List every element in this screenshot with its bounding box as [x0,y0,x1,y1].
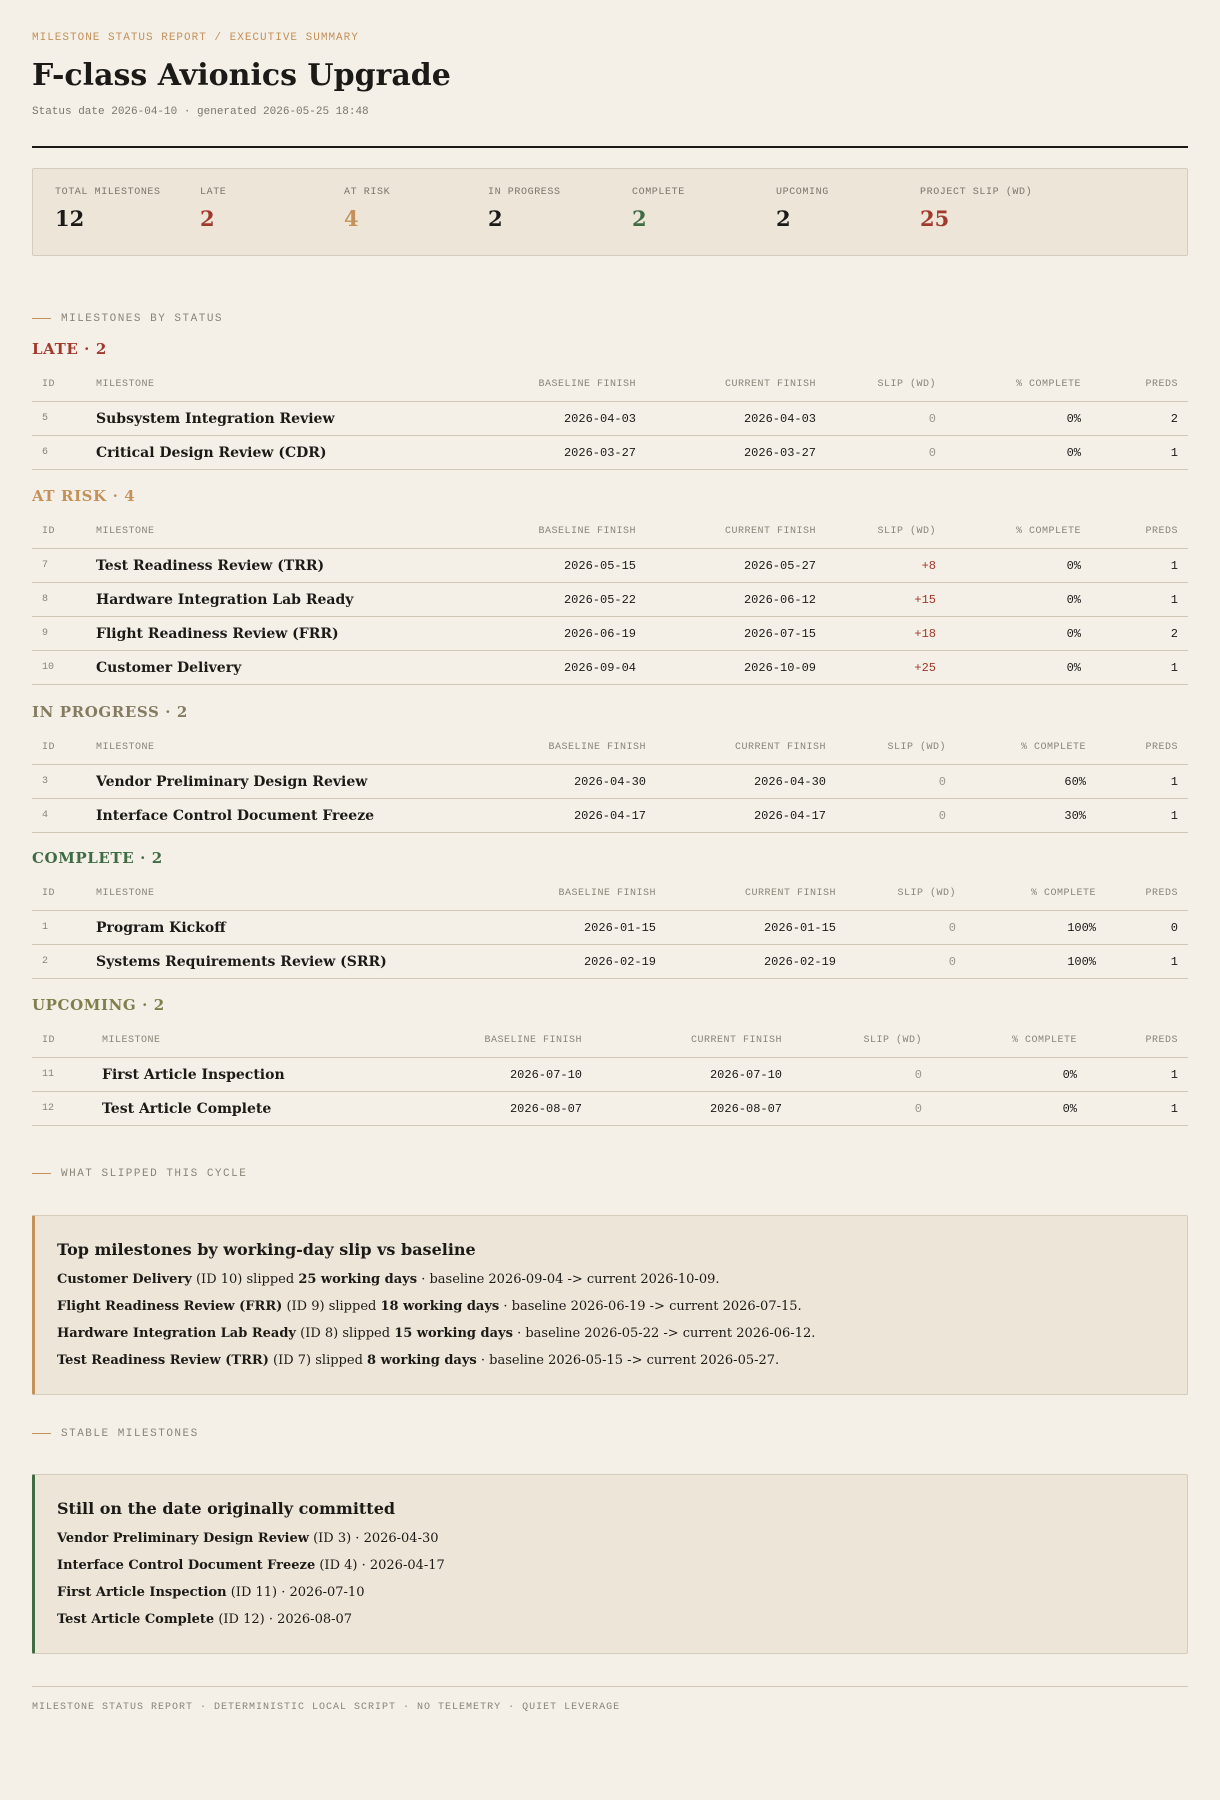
milestone-id: 2 [32,945,86,979]
predecessors: 1 [1091,583,1188,617]
stable-item [57,1557,1187,1575]
table-row [32,1092,1188,1126]
percent-complete: 100% [966,911,1106,945]
milestone-id: 4 [32,799,86,833]
predecessors: 2 [1091,402,1188,436]
percent-complete: 60% [956,765,1096,799]
milestone-id: 9 [32,617,86,651]
table-row [32,765,1188,799]
slip-wd: 0 [792,1092,932,1126]
column-header: CURRENT FINISH [666,877,846,911]
column-header: MILESTONE [86,515,506,549]
column-header: % COMPLETE [946,515,1091,549]
percent-complete: 100% [966,945,1106,979]
stable-detail: (ID 4) · 2026-04-17 [319,1558,445,1573]
slip-wd: +15 [826,583,946,617]
slipped-detail: · baseline 2026-05-22 -> current 2026-06-12. [517,1326,816,1341]
column-header: BASELINE FINISH [452,1024,592,1058]
table-row [32,436,1188,470]
table-row [32,799,1188,833]
baseline-finish: 2026-08-07 [452,1092,592,1126]
milestone-table [32,515,1188,685]
column-header: MILESTONE [92,1024,452,1058]
milestone-name: Test Article Complete [92,1092,452,1126]
milestone-name: Systems Requirements Review (SRR) [86,945,506,979]
current-finish: 2026-02-19 [666,945,846,979]
slipped-name: Flight Readiness Review (FRR) [57,1299,283,1314]
column-header: ID [32,515,86,549]
slipped-item [57,1325,1187,1343]
predecessors: 1 [1096,799,1188,833]
milestone-table [32,877,1188,979]
slipped-item [57,1352,1187,1370]
section-label: WHAT SLIPPED THIS CYCLE [61,1168,248,1180]
stable-item [57,1530,1187,1548]
column-header: % COMPLETE [966,877,1106,911]
table-row [32,651,1188,685]
slipped-title: Top milestones by working-day slip vs baseline [57,1240,476,1259]
milestone-id: 12 [32,1092,92,1126]
section-heading-slipped [32,1168,247,1180]
column-header: MILESTONE [86,731,506,765]
slipped-name: Hardware Integration Lab Ready [57,1326,296,1341]
milestone-name: Subsystem Integration Review [86,402,506,436]
stat-total-milestones [55,187,161,231]
table-header-row [32,515,1188,549]
column-header: CURRENT FINISH [646,368,826,402]
slipped-id: (ID 9) [286,1299,325,1314]
current-finish: 2026-08-07 [592,1092,792,1126]
milestone-name: Program Kickoff [86,911,506,945]
slip-wd: 0 [792,1058,932,1092]
milestone-table [32,731,1188,833]
section-dash [32,1173,51,1174]
predecessors: 2 [1091,617,1188,651]
status-line: Status date 2026-04-10 · generated 2026-05-25 18:48 [32,106,369,118]
header-divider [32,146,1188,148]
slipped-id: (ID 8) [300,1326,339,1341]
stat-label: IN PROGRESS [488,187,561,198]
column-header: MILESTONE [86,368,506,402]
group-title: COMPLETE · 2 [32,849,163,867]
stat-value: 2 [200,206,215,231]
milestone-name: Flight Readiness Review (FRR) [86,617,506,651]
baseline-finish: 2026-02-19 [506,945,666,979]
slip-wd: 0 [836,765,956,799]
stat-in-progress [488,187,561,231]
predecessors: 0 [1106,911,1188,945]
section-heading-by-status [32,313,223,325]
percent-complete: 0% [946,583,1091,617]
column-header: % COMPLETE [932,1024,1087,1058]
percent-complete: 0% [946,617,1091,651]
table-row [32,945,1188,979]
stable-name: Vendor Preliminary Design Review [57,1531,309,1546]
stable-title: Still on the date originally committed [57,1499,396,1518]
section-label: STABLE MILESTONES [61,1428,199,1440]
table-row [32,583,1188,617]
current-finish: 2026-04-17 [656,799,836,833]
predecessors: 1 [1091,651,1188,685]
column-header: SLIP (WD) [792,1024,932,1058]
stable-name: First Article Inspection [57,1585,227,1600]
baseline-finish: 2026-04-03 [506,402,646,436]
milestone-id: 1 [32,911,86,945]
stable-name: Interface Control Document Freeze [57,1558,316,1573]
baseline-finish: 2026-07-10 [452,1058,592,1092]
milestone-name: Critical Design Review (CDR) [86,436,506,470]
table-header-row [32,1024,1188,1058]
milestone-name: Customer Delivery [86,651,506,685]
current-finish: 2026-05-27 [646,549,826,583]
percent-complete: 0% [946,651,1091,685]
slip-wd: 0 [846,911,966,945]
stat-label: COMPLETE [632,187,685,198]
summary-panel [32,168,1188,256]
slip-wd: +8 [826,549,946,583]
slipped-list [57,1271,1187,1370]
stat-value: 2 [488,206,503,231]
stat-label: AT RISK [344,187,391,198]
column-header: PREDS [1096,731,1188,765]
slipped-detail: · baseline 2026-05-15 -> current 2026-05-27. [480,1353,780,1368]
baseline-finish: 2026-01-15 [506,911,666,945]
slip-wd: +25 [826,651,946,685]
milestone-name: Test Readiness Review (TRR) [86,549,506,583]
current-finish: 2026-03-27 [646,436,826,470]
column-header: SLIP (WD) [846,877,966,911]
baseline-finish: 2026-05-22 [506,583,646,617]
column-header: CURRENT FINISH [656,731,836,765]
stat-label: LATE [200,187,227,198]
baseline-finish: 2026-05-15 [506,549,646,583]
slipped-detail: · baseline 2026-09-04 -> current 2026-10-09. [421,1272,720,1287]
column-header: ID [32,368,86,402]
slipped-item [57,1298,1187,1316]
footer-divider [32,1686,1188,1687]
slip-wd: 0 [836,799,956,833]
column-header: BASELINE FINISH [506,515,646,549]
baseline-finish: 2026-09-04 [506,651,646,685]
stat-upcoming [776,187,829,231]
slip-wd: 0 [826,436,946,470]
group-title: AT RISK · 4 [32,487,136,505]
slipped-name: Test Readiness Review (TRR) [57,1353,269,1368]
milestone-table [32,368,1188,470]
predecessors: 1 [1087,1058,1188,1092]
column-header: PREDS [1106,877,1188,911]
column-header: MILESTONE [86,877,506,911]
section-label: MILESTONES BY STATUS [61,313,224,325]
stable-detail: (ID 3) · 2026-04-30 [313,1531,439,1546]
slip-wd: 0 [826,402,946,436]
column-header: SLIP (WD) [826,368,946,402]
stat-complete [632,187,685,231]
slipped-name: Customer Delivery [57,1272,192,1287]
group-title: UPCOMING · 2 [32,996,165,1014]
stable-callout [32,1474,1188,1654]
table-row [32,911,1188,945]
predecessors: 1 [1091,549,1188,583]
baseline-finish: 2026-06-19 [506,617,646,651]
stat-label: TOTAL MILESTONES [55,187,161,198]
group-title: IN PROGRESS · 2 [32,703,188,721]
milestone-id: 8 [32,583,86,617]
milestone-id: 6 [32,436,86,470]
predecessors: 1 [1096,765,1188,799]
column-header: PREDS [1087,1024,1188,1058]
slipped-verb: slipped [328,1299,377,1314]
group-title: LATE · 2 [32,340,107,358]
slipped-id: (ID 7) [273,1353,312,1368]
column-header: BASELINE FINISH [506,877,666,911]
stat-value: 25 [920,206,950,231]
stable-name: Test Article Complete [57,1612,215,1627]
table-row [32,617,1188,651]
column-header: ID [32,731,86,765]
stat-value: 2 [632,206,647,231]
percent-complete: 0% [946,436,1091,470]
milestone-name: Interface Control Document Freeze [86,799,506,833]
percent-complete: 0% [946,549,1091,583]
current-finish: 2026-10-09 [646,651,826,685]
column-header: ID [32,877,86,911]
section-heading-stable [32,1428,199,1440]
current-finish: 2026-04-30 [656,765,836,799]
stat-project-slip-wd [920,187,1032,231]
stat-late [200,187,226,231]
current-finish: 2026-06-12 [646,583,826,617]
slipped-days: 8 working days [367,1353,477,1368]
stat-value: 2 [776,206,791,231]
stat-value: 4 [344,206,359,231]
slipped-verb: slipped [315,1353,363,1368]
column-header: SLIP (WD) [836,731,956,765]
column-header: % COMPLETE [946,368,1091,402]
slipped-days: 18 working days [380,1299,500,1314]
table-header-row [32,368,1188,402]
milestone-id: 11 [32,1058,92,1092]
milestone-name: Vendor Preliminary Design Review [86,765,506,799]
current-finish: 2026-01-15 [666,911,846,945]
current-finish: 2026-07-15 [646,617,826,651]
slipped-verb: slipped [342,1326,391,1341]
milestone-table [32,1024,1188,1126]
percent-complete: 0% [932,1058,1087,1092]
predecessors: 1 [1087,1092,1188,1126]
milestone-id: 5 [32,402,86,436]
column-header: BASELINE FINISH [506,368,646,402]
milestone-id: 3 [32,765,86,799]
table-header-row [32,731,1188,765]
column-header: CURRENT FINISH [592,1024,792,1058]
column-header: BASELINE FINISH [506,731,656,765]
table-row [32,1058,1188,1092]
slipped-callout [32,1215,1188,1395]
stat-value: 12 [55,206,85,231]
table-row [32,402,1188,436]
milestone-id: 7 [32,549,86,583]
baseline-finish: 2026-04-17 [506,799,656,833]
baseline-finish: 2026-04-30 [506,765,656,799]
column-header: SLIP (WD) [826,515,946,549]
stable-item [57,1611,1187,1629]
table-row [32,549,1188,583]
milestone-id: 10 [32,651,86,685]
slipped-verb: slipped [246,1272,295,1287]
percent-complete: 30% [956,799,1096,833]
current-finish: 2026-04-03 [646,402,826,436]
percent-complete: 0% [932,1092,1087,1126]
predecessors: 1 [1106,945,1188,979]
column-header: CURRENT FINISH [646,515,826,549]
column-header: % COMPLETE [956,731,1096,765]
breadcrumb: MILESTONE STATUS REPORT / EXECUTIVE SUMMARY [32,32,359,44]
slip-wd: 0 [846,945,966,979]
stable-detail: (ID 12) · 2026-08-07 [218,1612,353,1627]
current-finish: 2026-07-10 [592,1058,792,1092]
baseline-finish: 2026-03-27 [506,436,646,470]
milestone-name: First Article Inspection [92,1058,452,1092]
stable-item [57,1584,1187,1602]
column-header: ID [32,1024,92,1058]
section-dash [32,1433,51,1434]
section-dash [32,318,51,319]
slipped-id: (ID 10) [195,1272,243,1287]
table-header-row [32,877,1188,911]
footer: MILESTONE STATUS REPORT · DETERMINISTIC LOCAL SCRIPT · NO TELEMETRY · QUIET LEVERAGE [32,1702,621,1713]
page-title: F-class Avionics Upgrade [32,58,451,93]
milestone-name: Hardware Integration Lab Ready [86,583,506,617]
stat-at-risk [344,187,390,231]
column-header: PREDS [1091,368,1188,402]
predecessors: 1 [1091,436,1188,470]
stable-list [57,1530,1187,1629]
slipped-item [57,1271,1187,1289]
slipped-days: 15 working days [394,1326,513,1341]
slipped-days: 25 working days [298,1272,418,1287]
stat-label: UPCOMING [776,187,829,198]
column-header: PREDS [1091,515,1188,549]
slipped-detail: · baseline 2026-06-19 -> current 2026-07-15. [503,1299,802,1314]
slip-wd: +18 [826,617,946,651]
stable-detail: (ID 11) · 2026-07-10 [230,1585,365,1600]
percent-complete: 0% [946,402,1091,436]
stat-label: PROJECT SLIP (WD) [920,187,1033,198]
